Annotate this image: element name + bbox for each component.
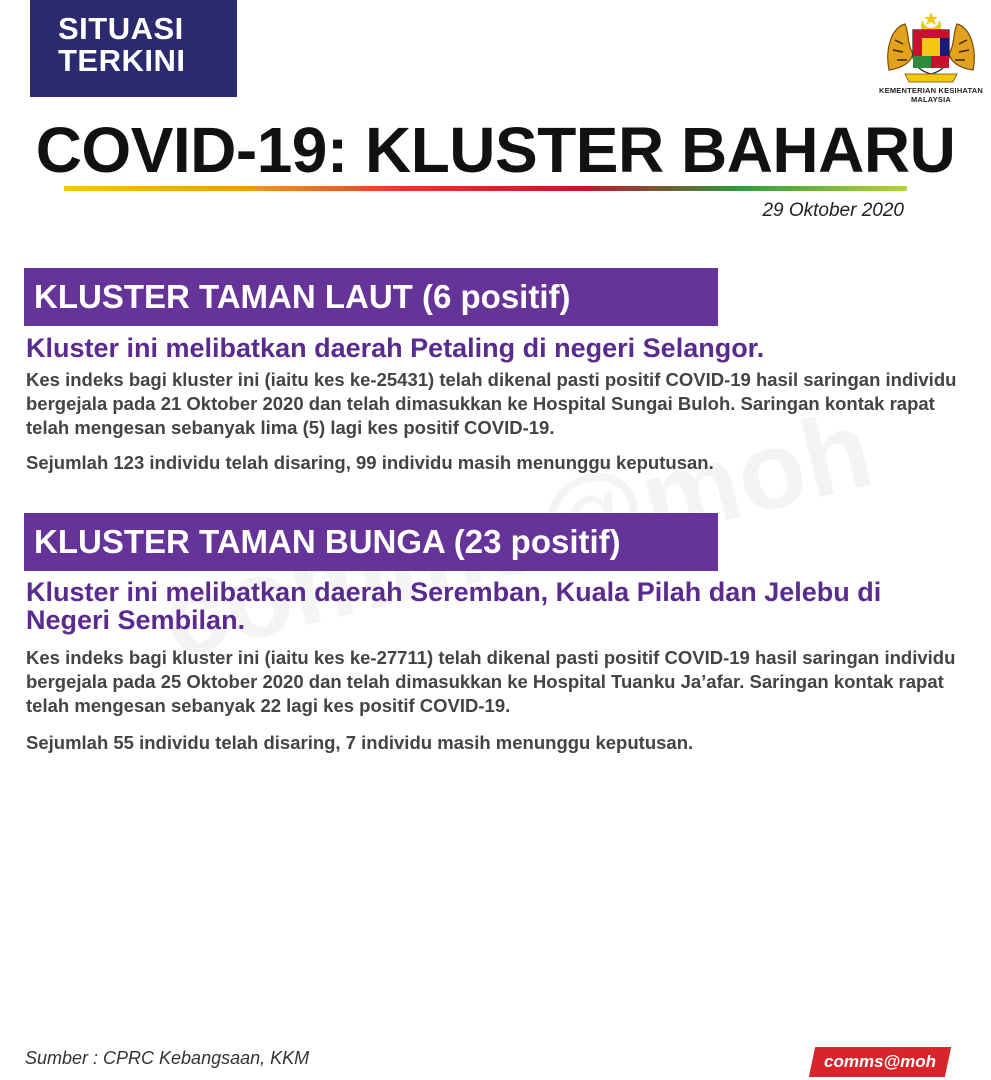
cluster-2-paragraph: Kes indeks bagi kluster ini (iaitu kes ke-27711) telah dikenal pasti positif COVID-19 hasil saringan individu bergejala pada 25 Oktober 2020 dan telah dimasukkan ke Hospital Tuanku Ja’afar. Saringan kontak rapat telah mengesan sebanyak 22 lagi kes positif COVID-19. xyxy=(26,647,956,716)
source-note: Sumber : CPRC Kebangsaan, KKM xyxy=(25,1048,310,1068)
cluster-2-screening: Sejumlah 55 individu telah disaring, 7 individu masih menunggu keputusan. xyxy=(26,732,694,753)
date-label: 29 Oktober 2020 xyxy=(762,200,904,221)
cluster-1-subheading: Kluster ini melibatkan daerah Petaling di negeri Selangor. xyxy=(26,333,765,363)
ministry-line-2: MALAYSIA xyxy=(910,95,952,104)
gradient-divider xyxy=(64,186,907,191)
cluster-1-screening: Sejumlah 123 individu telah disaring, 99 individu masih menunggu keputusan. xyxy=(26,452,714,473)
cluster-2-subheading: Kluster ini melibatkan daerah Seremban, Kuala Pilah dan Jelebu di Negeri Sembilan. xyxy=(26,577,882,635)
cluster-1-heading: KLUSTER TAMAN LAUT (6 positif) xyxy=(24,268,718,326)
ministry-line-1: KEMENTERIAN KESIHATAN xyxy=(879,86,983,95)
situasi-terkini-badge xyxy=(30,0,237,97)
page-title: COVID-19: KLUSTER BAHARU xyxy=(35,114,956,186)
cluster-2-heading: KLUSTER TAMAN BUNGA (23 positif) xyxy=(24,513,718,571)
coat-of-arms-icon xyxy=(883,10,979,84)
badge-line-1: SITUASI xyxy=(58,11,184,46)
badge-line-2: TERKINI xyxy=(58,43,186,78)
cluster-1-paragraph: Kes indeks bagi kluster ini (iaitu kes ke-25431) telah dikenal pasti positif COVID-19 hasil saringan individu bergejala pada 21 Oktober 2020 dan telah dimasukkan ke Hospital Sungai Buloh. Saringan kontak rapat telah mengesan sebanyak lima (5) lagi kes positif COVID-19. xyxy=(26,369,957,438)
comms-tag xyxy=(809,1047,951,1077)
ministry-crest xyxy=(876,10,986,110)
comms-tag-label: comms@moh xyxy=(824,1052,936,1071)
